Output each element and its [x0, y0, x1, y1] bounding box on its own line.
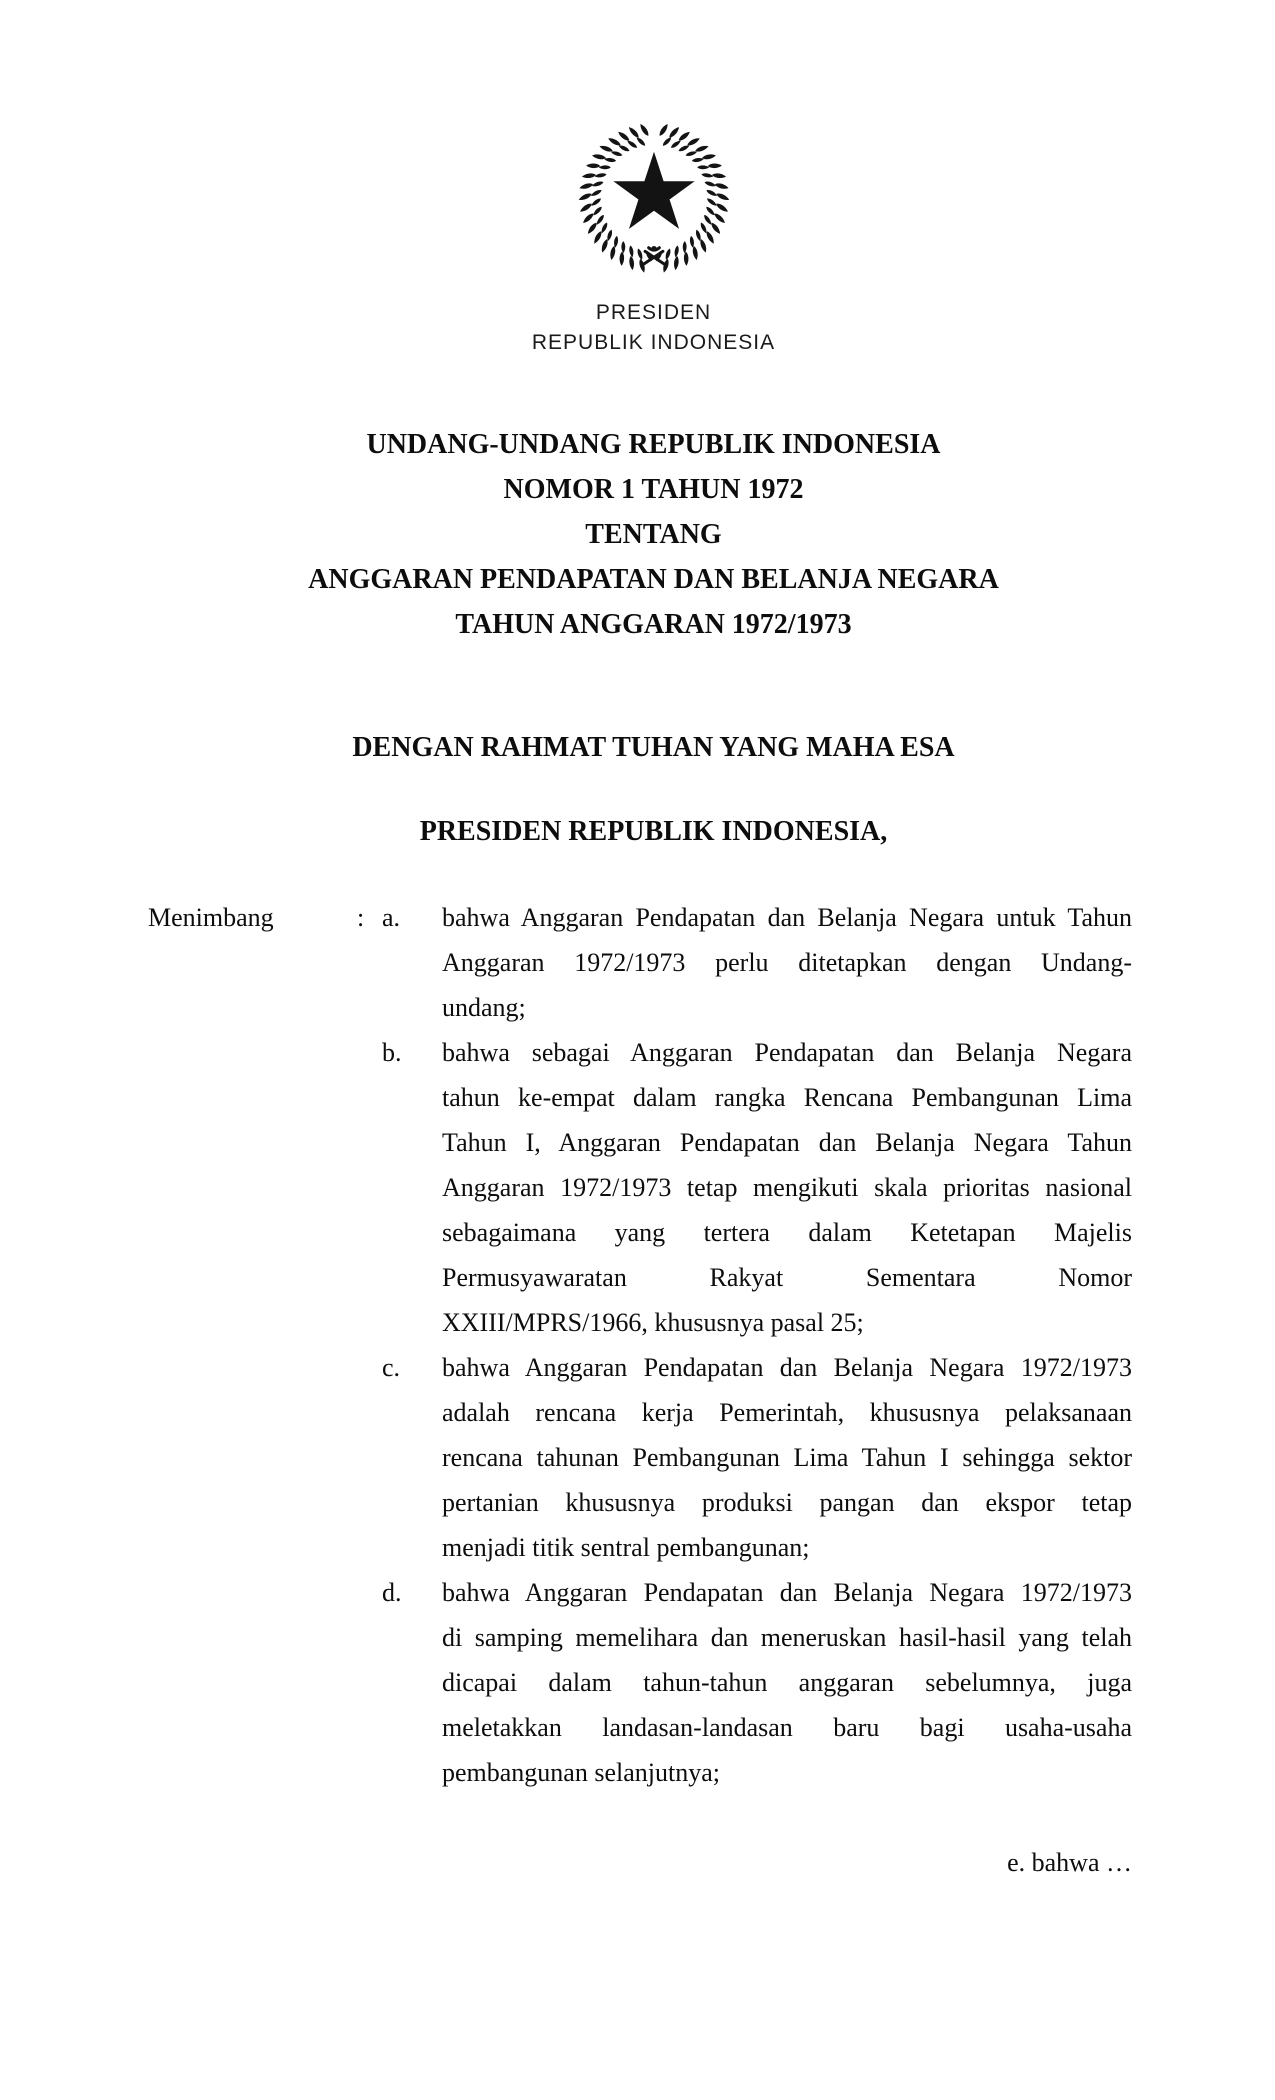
letterhead-republik-indonesia: REPUBLIK INDONESIA — [531, 331, 776, 354]
text-line: pembangunan selanjutnya; — [442, 1758, 720, 1787]
text-line: Tahun I, Anggaran Pendapatan dan Belanja Negara Tahun — [442, 1128, 1132, 1157]
text-line: UNDANG-UNDANG REPUBLIK INDONESIA — [366, 429, 941, 460]
text-line: Anggaran 1972/1973 tetap mengikuti skala prioritas nasional — [442, 1173, 1132, 1202]
menimbang-colon: : — [357, 903, 365, 932]
consideration-item-d — [382, 1570, 1132, 1795]
law-title — [16, 422, 1275, 647]
presidential-seal-icon — [574, 118, 734, 278]
menimbang-label: Menimbang — [148, 903, 274, 932]
item-text — [442, 1345, 1132, 1570]
text-line: rencana tahunan Pembangunan Lima Tahun I sehingga sektor — [442, 1443, 1132, 1472]
text-line: ANGGARAN PENDAPATAN DAN BELANJA NEGARA — [308, 564, 999, 595]
considerations-list — [382, 895, 1132, 1795]
text-line: bahwa Anggaran Pendapatan dan Belanja Negara 1972/1973 — [442, 1353, 1132, 1382]
enacting-authority-line: PRESIDEN REPUBLIK INDONESIA, — [419, 816, 888, 847]
text-line: XXIII/MPRS/1966, khususnya pasal 25; — [442, 1308, 864, 1337]
star-icon — [613, 152, 694, 229]
text-line: adalah rencana kerja Pemerintah, khususnya pelaksanaan — [442, 1398, 1132, 1427]
item-letter: b. — [382, 1038, 402, 1067]
text-line: Anggaran 1972/1973 perlu ditetapkan dengan Undang- — [442, 948, 1132, 977]
text-line: pertanian khususnya produksi pangan dan ekspor tetap — [442, 1488, 1132, 1517]
text-line: TAHUN ANGGARAN 1972/1973 — [455, 609, 852, 640]
consideration-item-b — [382, 1030, 1132, 1345]
considerations-section — [0, 895, 1275, 1795]
consideration-item-c — [382, 1345, 1132, 1570]
item-text — [442, 1030, 1132, 1345]
item-letter: a. — [382, 903, 401, 932]
text-line: dicapai dalam tahun-tahun anggaran sebelumnya, juga — [442, 1668, 1132, 1697]
text-line: bahwa Anggaran Pendapatan dan Belanja Negara 1972/1973 — [442, 1578, 1132, 1607]
invocation-line: DENGAN RAHMAT TUHAN YANG MAHA ESA — [352, 732, 955, 763]
text-line: Permusyawaratan Rakyat Sementara Nomor — [442, 1263, 1132, 1292]
letterhead — [16, 118, 1275, 358]
text-line: bahwa sebagai Anggaran Pendapatan dan Belanja Negara — [442, 1038, 1132, 1067]
letterhead-presiden: PRESIDEN — [595, 301, 712, 324]
text-line: undang; — [442, 993, 526, 1022]
item-letter: c. — [382, 1353, 401, 1382]
item-letter: d. — [382, 1578, 402, 1607]
text-line: meletakkan landasan-landasan baru bagi usaha-usaha — [442, 1713, 1132, 1742]
consideration-item-a — [382, 895, 1132, 1030]
text-line: tahun ke-empat dalam rangka Rencana Pembangunan Lima — [442, 1083, 1132, 1112]
item-text — [442, 895, 1132, 1030]
text-line: sebagaimana yang tertera dalam Ketetapan Majelis — [442, 1218, 1132, 1247]
catchword: e. bahwa … — [1007, 1848, 1132, 1877]
text-line: TENTANG — [585, 519, 722, 550]
text-line: bahwa Anggaran Pendapatan dan Belanja Negara untuk Tahun — [442, 903, 1132, 932]
text-line: di samping memelihara dan meneruskan hasil-hasil yang telah — [442, 1623, 1132, 1652]
text-line: NOMOR 1 TAHUN 1972 — [503, 474, 804, 505]
item-text — [442, 1570, 1132, 1795]
text-line: menjadi titik sentral pembangunan; — [442, 1533, 810, 1562]
